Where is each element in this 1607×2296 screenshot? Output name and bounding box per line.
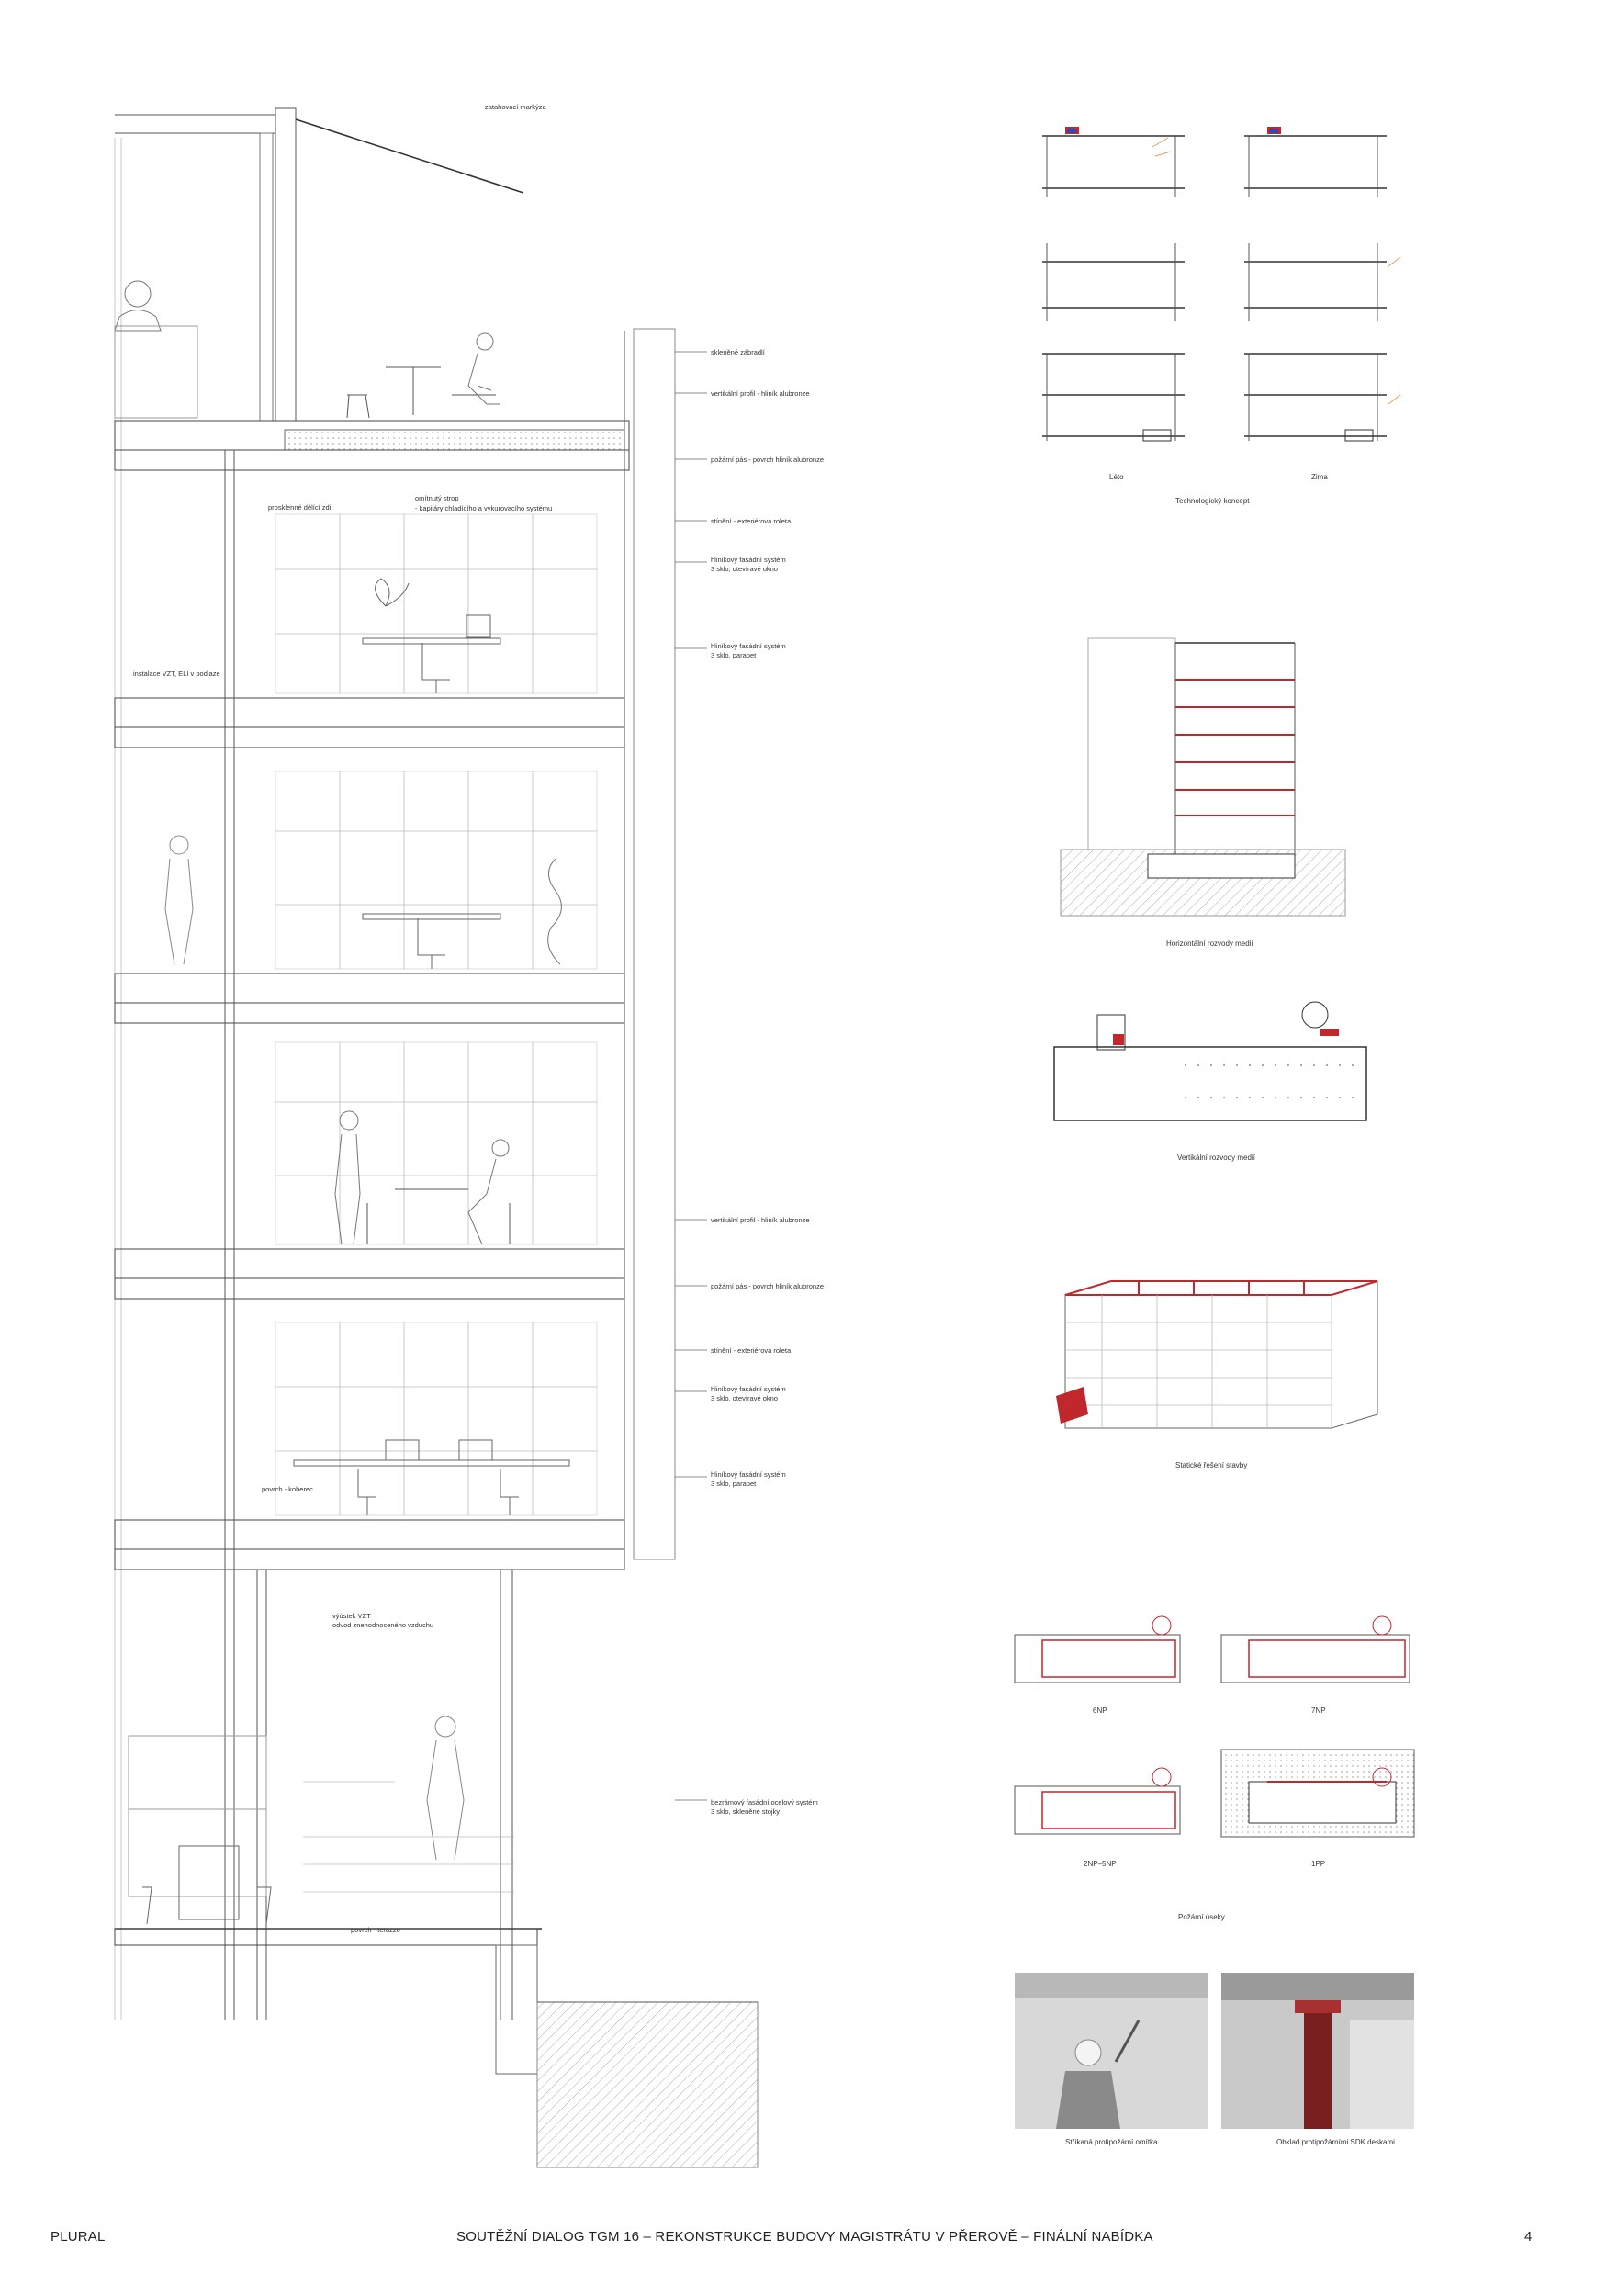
caption-p1: 1PP xyxy=(1311,1860,1326,1868)
label-vyustek-2: odvod znehodnoceného vzduchu xyxy=(332,1621,434,1629)
caption-leto: Léto xyxy=(1109,473,1124,481)
caption-photo1: Stříkaná protipožární omítka xyxy=(1065,2138,1158,2146)
label-bezramovy-2: 3 sklo, skleněné stojky xyxy=(711,1807,781,1816)
label-zabradli: skleněné zábradlí xyxy=(711,348,765,356)
label-roleta-mid: stínění - exteriérová roleta xyxy=(711,1346,792,1355)
label-leaders xyxy=(675,352,707,1800)
structural-axonometry xyxy=(1056,1281,1377,1469)
section-labels xyxy=(133,103,824,1934)
label-strop-2: - kapiláry chladícího a vykurovacího systému xyxy=(415,504,553,512)
label-strop-1: omítnutý strop xyxy=(415,494,459,502)
caption-statika: Statické řešení stavby xyxy=(1175,1461,1248,1469)
photo-2 xyxy=(1221,1973,1414,2129)
photo-1 xyxy=(1015,1973,1208,2129)
floor-3 xyxy=(115,771,624,1023)
label-bezramovy-1: bezrámový fasádní ocelový systém xyxy=(711,1798,818,1806)
label-parapet-mid-2: 3 sklo, parapet xyxy=(711,1480,757,1488)
caption-tech: Technologický koncept xyxy=(1175,497,1250,505)
label-okno-top-2: 3 sklo, otevíravé okno xyxy=(711,565,778,573)
label-roleta-top: stínění - exteriérová roleta xyxy=(711,517,792,525)
label-vyustek-1: výústek VZT xyxy=(332,1612,371,1620)
tech-leto xyxy=(1042,127,1185,441)
caption-vert: Vertikální rozvody medií xyxy=(1177,1154,1255,1162)
label-okno-mid-1: hliníkový fasádní systém xyxy=(711,1385,786,1393)
label-okno-mid-2: 3 sklo, otevíravé okno xyxy=(711,1394,778,1402)
floor-1 xyxy=(115,1322,624,1570)
caption-pozarni: Požární úseky xyxy=(1178,1913,1225,1921)
label-pricky: prosklenné dělící zdi xyxy=(268,503,332,512)
label-pas-top: požární pás - povrch hliník alubronze xyxy=(711,456,824,464)
label-vzt: instalace VZT, ELI v podlaze xyxy=(133,670,220,678)
label-terazzo: povrch - terazzo xyxy=(351,1926,400,1934)
caption-photo2: Obklad protipožárními SDK deskami xyxy=(1276,2138,1395,2146)
footer-brand: PLURAL xyxy=(51,2229,106,2245)
caption-p2: 2NP–5NP xyxy=(1084,1860,1117,1868)
label-parapet-top-1: hliníkový fasádní systém xyxy=(711,642,786,650)
caption-horiz: Horizontální rozvody medií xyxy=(1166,940,1253,948)
label-koberec: povrch - koberec xyxy=(262,1485,313,1493)
floor-2 xyxy=(115,1042,624,1299)
label-markiza: zatahovací markýza xyxy=(485,103,546,111)
label-okno-top-1: hliníkový fasádní systém xyxy=(711,556,786,564)
label-parapet-top-2: 3 sklo, parapet xyxy=(711,651,757,659)
building-section xyxy=(115,108,758,2167)
caption-p7: 7NP xyxy=(1311,1706,1326,1715)
tech-concept-diagrams xyxy=(1042,127,1400,505)
label-profil-mid: vertikální profil - hliník alubronze xyxy=(711,1216,810,1224)
vertical-distribution-plan xyxy=(1054,1002,1366,1162)
tech-zima xyxy=(1244,127,1400,441)
footer-page-number: 4 xyxy=(1524,2229,1533,2245)
horizontal-distribution-diagram xyxy=(1061,638,1345,948)
label-pas-mid: požární pás - povrch hliník alubronze xyxy=(711,1282,824,1290)
floor-4 xyxy=(115,514,624,748)
caption-zima: Zima xyxy=(1311,473,1328,481)
label-parapet-mid-1: hliníkový fasádní systém xyxy=(711,1470,786,1479)
footer-title: SOUTĚŽNÍ DIALOG TGM 16 – REKONSTRUKCE BUDOVY MAGISTRÁTU V PŘEROVĚ – FINÁLNÍ NABÍDKA xyxy=(456,2229,1153,2245)
fire-plans xyxy=(1015,1616,1414,1921)
caption-p6: 6NP xyxy=(1093,1706,1107,1715)
label-profil-top: vertikální profil - hliník alubronze xyxy=(711,389,810,398)
